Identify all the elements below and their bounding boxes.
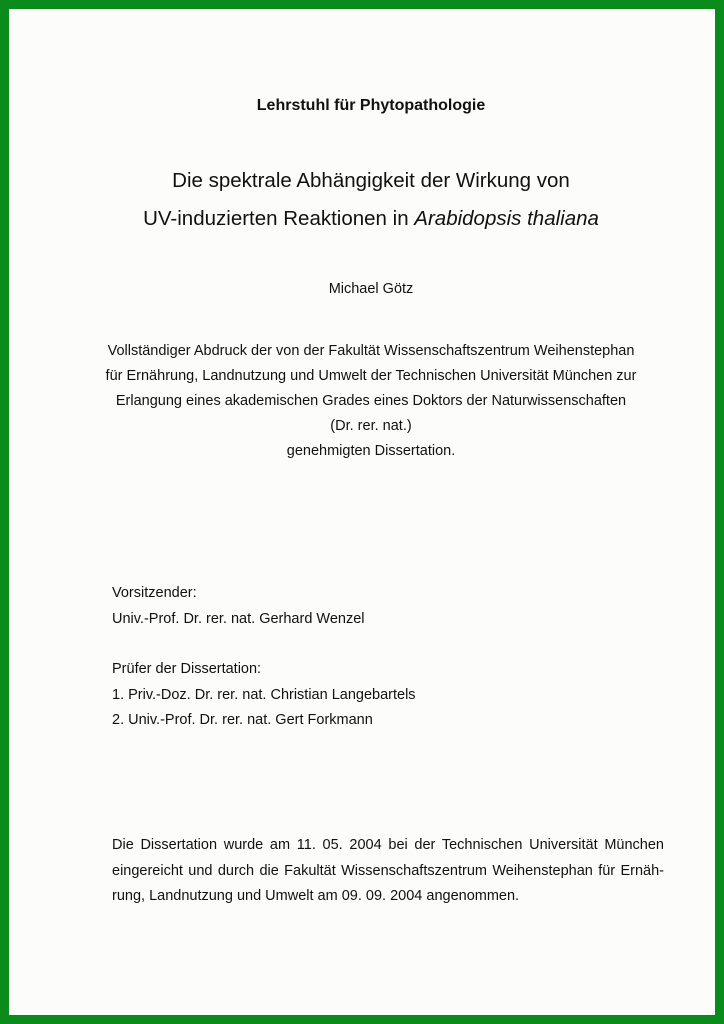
examiners-block — [112, 657, 672, 734]
author-name: Michael Götz — [328, 281, 414, 297]
closing-line: Die Dissertation wurde am 11. 05. 2004 bei der Technischen Universität München — [112, 837, 664, 853]
chairman-block — [112, 581, 672, 632]
chair-heading: Lehrstuhl für Phytopathologie — [256, 97, 486, 114]
examiner-item: 1. Priv.-Doz. Dr. rer. nat. Christian Langebartels — [112, 686, 416, 703]
closing-paragraph — [112, 833, 664, 910]
statement-line: genehmigten Dissertation. — [286, 443, 456, 459]
closing-line: rung, Landnutzung und Umwelt am 09. 09. 2004 angenommen. — [112, 888, 520, 904]
statement-line: (Dr. rer. nat.) — [330, 418, 412, 434]
title-species: Arabidopsis thaliana — [414, 207, 599, 230]
chairman-label: Vorsitzender: — [112, 585, 197, 601]
thesis-title — [18, 162, 724, 238]
statement-line: für Ernährung, Landnutzung und Umwelt der Technischen Universität München zur — [105, 368, 637, 384]
examiner-item: 2. Univ.-Prof. Dr. rer. nat. Gert Forkmann — [112, 712, 373, 728]
title-line-2 — [18, 200, 724, 238]
dissertation-statement — [18, 339, 724, 464]
examiners-label: Prüfer der Dissertation: — [112, 661, 262, 677]
title-line-1: Die spektrale Abhängigkeit der Wirkung von — [172, 169, 570, 192]
chairman-name: Univ.-Prof. Dr. rer. nat. Gerhard Wenzel — [112, 610, 365, 627]
statement-line: Erlangung eines akademischen Grades eines Doktors der Naturwissenschaften — [115, 393, 627, 409]
statement-line: Vollständiger Abdruck der von der Fakultät Wissenschaftszentrum Weihenstephan — [107, 343, 635, 359]
title-line-2-prefix: UV-induzierten Reaktionen in — [143, 207, 415, 230]
closing-line: eingereicht und durch die Fakultät Wissenschaftszentrum Weihenstephan für Ernäh- — [112, 862, 664, 879]
